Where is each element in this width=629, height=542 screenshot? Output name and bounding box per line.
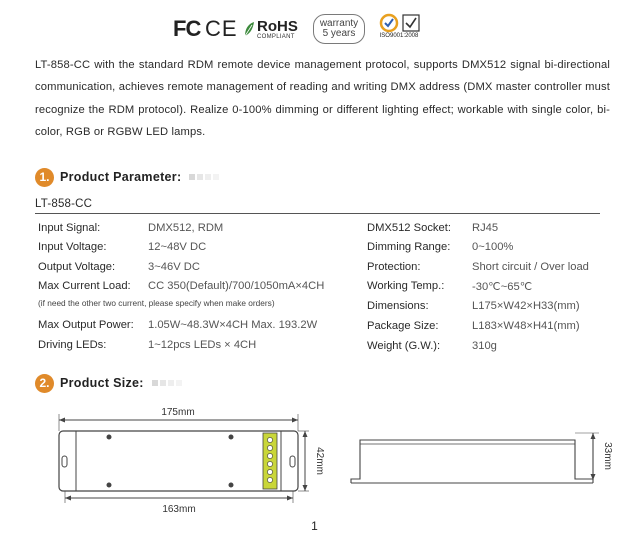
param-value-dmx-socket: RJ45: [472, 222, 499, 234]
rohs-text: RoHS: [257, 17, 298, 35]
param-value-protection: Short circuit / Over load: [472, 261, 589, 273]
param-label-dimming-range: Dimming Range:: [367, 241, 451, 253]
param-label-dmx-socket: DMX512 Socket:: [367, 222, 451, 234]
param-label-input-signal: Input Signal:: [38, 222, 101, 234]
side-view-drawing: [351, 433, 599, 483]
section-product-parameter: [35, 167, 219, 187]
dimension-33mm: 33mm: [602, 442, 613, 470]
param-label-package-size: Package Size:: [367, 320, 439, 332]
param-label-driving-leds: Driving LEDs:: [38, 339, 107, 351]
param-value-input-signal: DMX512, RDM: [148, 222, 224, 234]
param-label-working-temp: Working Temp.:: [367, 280, 445, 292]
product-dimension-drawing: [35, 400, 613, 520]
warranty-label: warranty: [319, 17, 359, 29]
param-value-weight: 310g: [472, 340, 497, 352]
param-label-max-current: Max Current Load:: [38, 280, 131, 292]
certification-logos: [0, 12, 629, 46]
iso-badge-icon: [379, 14, 399, 32]
sgs-check-icon: [402, 14, 420, 32]
model-number: LT-858-CC: [35, 198, 93, 210]
iso-label: ISO9001:2008: [379, 33, 419, 39]
page-number: 1: [311, 519, 318, 533]
section-title: Product Parameter:: [60, 170, 182, 184]
param-label-max-output-power: Max Output Power:: [38, 319, 134, 331]
section-decoration: [152, 380, 182, 386]
dimension-42mm: 42mm: [314, 447, 325, 475]
section-number: 1.: [35, 168, 54, 187]
ce-logo: CE: [205, 16, 238, 41]
param-label-input-voltage: Input Voltage:: [38, 241, 107, 253]
section-decoration: [189, 174, 219, 180]
warranty-years: 5 years: [322, 28, 356, 39]
dimension-163mm: 163mm: [162, 504, 196, 515]
section-product-size: [35, 373, 182, 393]
param-value-package-size: L183×W48×H41(mm): [472, 320, 580, 332]
param-value-output-voltage: 3~46V DC: [148, 261, 200, 273]
param-label-protection: Protection:: [367, 261, 421, 273]
rohs-leaf-icon: [243, 21, 255, 37]
param-label-output-voltage: Output Voltage:: [38, 261, 116, 273]
param-label-weight: Weight (G.W.):: [367, 340, 441, 352]
param-label-dimensions: Dimensions:: [367, 300, 429, 312]
param-value-driving-leds: 1~12pcs LEDs × 4CH: [148, 339, 257, 351]
rohs-compliant-text: COMPLIANT: [257, 33, 295, 40]
param-value-dimming-range: 0~100%: [472, 241, 514, 253]
warranty-badge: [313, 14, 365, 44]
iso-badge: [370, 12, 428, 46]
param-value-working-temp: -30℃~65℃: [472, 281, 533, 293]
param-value-dimensions: L175×W42×H33(mm): [472, 300, 580, 312]
rohs-logo: [243, 12, 298, 46]
top-view-drawing: [59, 414, 309, 503]
param-value-max-current: CC 350(Default)/700/1050mA×4CH: [148, 280, 325, 292]
dimension-175mm: 175mm: [161, 407, 195, 418]
current-note: (if need the other two current, please specify when make orders): [38, 298, 275, 308]
param-value-input-voltage: 12~48V DC: [148, 241, 207, 253]
param-value-max-output-power: 1.05W~48.3W×4CH Max. 193.2W: [148, 319, 318, 331]
divider: [35, 213, 600, 214]
section-number: 2.: [35, 374, 54, 393]
section-title: Product Size:: [60, 376, 144, 390]
fc-logo: FC: [173, 16, 201, 41]
intro-paragraph: LT-858-CC with the standard RDM remote device management protocol, supports DMX512 signal bi-directional communication, achieves remote management of reading and writing DMX address (DMX master controller must recognize the RDM protocol). Realize 0-100% dimming or different lighting effect; workable with single color, bi-color, RGB or RGBW LED lamps.: [35, 59, 610, 139]
